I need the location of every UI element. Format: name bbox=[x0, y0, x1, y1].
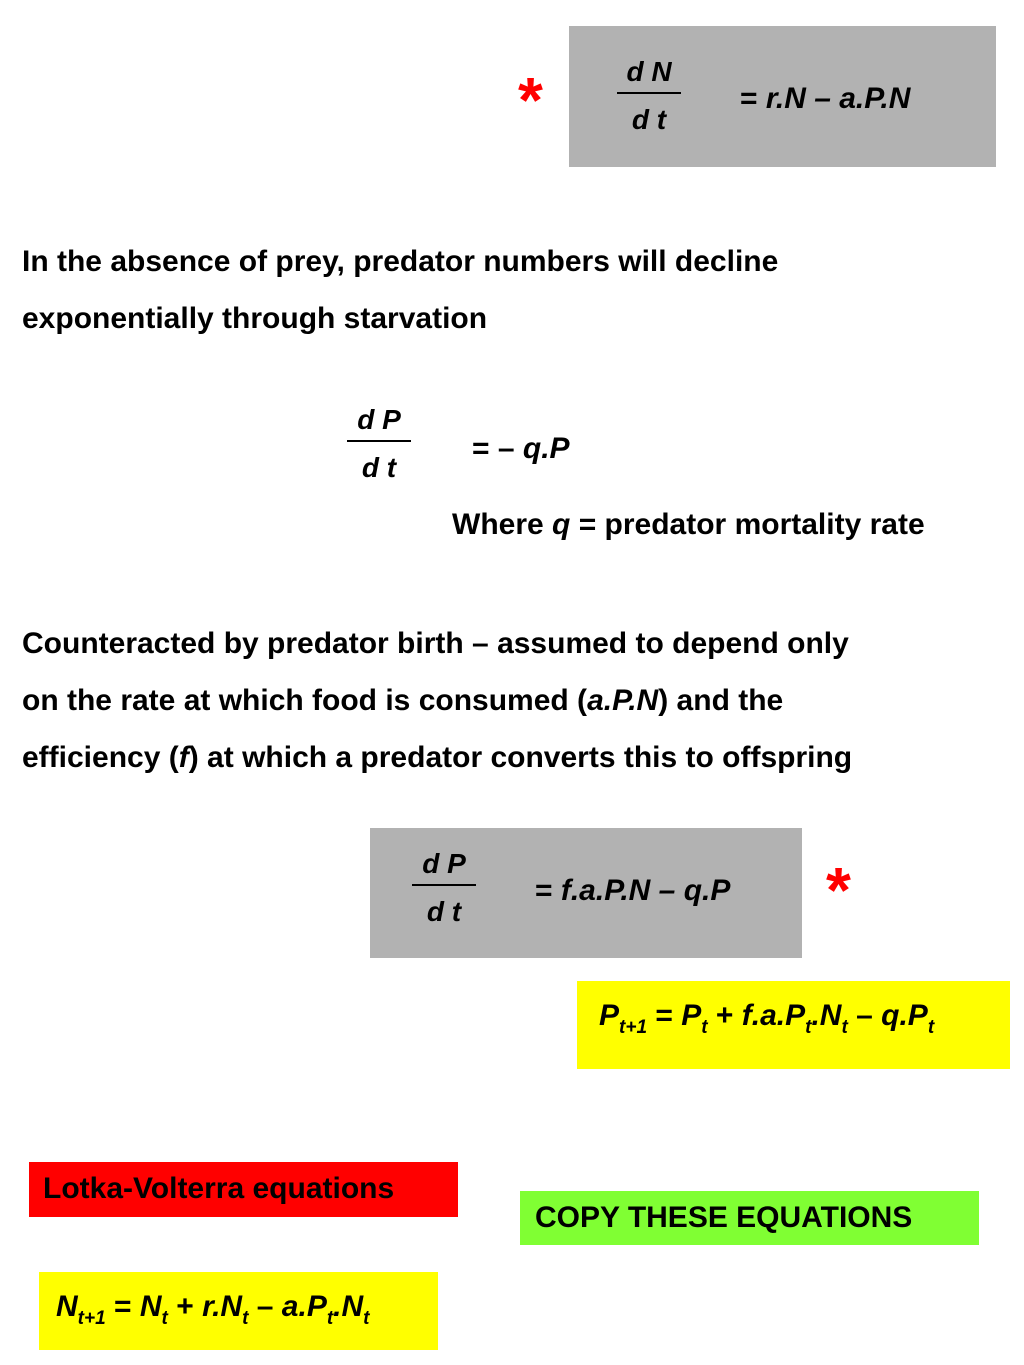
lotka-volterra-label: Lotka-Volterra equations bbox=[43, 1172, 395, 1205]
prey-discrete-equation: $N_{t+1} = N_t + r.N_t - a.P_t.N_t$ bbox=[56, 1290, 370, 1329]
fraction-denominator: d t bbox=[426, 896, 462, 927]
copy-equations-label: COPY THESE EQUATIONS bbox=[535, 1201, 913, 1234]
predator-discrete-equation-box bbox=[577, 981, 1010, 1069]
prey-derivative-fraction bbox=[617, 56, 681, 136]
fraction-denominator: d t bbox=[361, 452, 397, 483]
fraction-numerator: d P bbox=[357, 404, 401, 435]
paragraph-line: efficiency (f) at which a predator converts this to offspring bbox=[22, 741, 853, 774]
paragraph-line: exponentially through starvation bbox=[22, 302, 488, 335]
predator-decline-fraction bbox=[347, 404, 411, 484]
prey-discrete-equation-box bbox=[39, 1272, 438, 1350]
paragraph-predator-birth bbox=[22, 615, 852, 786]
paragraph-line: Counteracted by predator birth – assumed to depend only bbox=[22, 627, 849, 660]
fraction-denominator: d t bbox=[631, 104, 667, 135]
copy-equations-label-box bbox=[520, 1191, 979, 1245]
predator-discrete-equation: $P_{t+1} = P_t + f.a.P_t.N_t - q.P_t$ bbox=[599, 999, 935, 1038]
paragraph-line: In the absence of prey, predator numbers will decline bbox=[22, 245, 779, 278]
prey-equation-box bbox=[569, 26, 996, 167]
predator-derivative-fraction bbox=[412, 848, 476, 928]
fraction-numerator: d N bbox=[626, 56, 672, 87]
predator-equation-box bbox=[370, 828, 802, 958]
predator-equation-rhs: = f.a.P.N – q.P bbox=[535, 874, 731, 907]
fraction-numerator: d P bbox=[422, 848, 466, 879]
paragraph-line: on the rate at which food is consumed (a.P.N) and the bbox=[22, 684, 784, 717]
mortality-rate-note: Where q = predator mortality rate bbox=[452, 508, 925, 541]
prey-equation-asterisk: * bbox=[518, 64, 543, 136]
paragraph-prey-absence bbox=[22, 233, 778, 347]
predator-decline-rhs: = – q.P bbox=[472, 432, 570, 465]
lotka-volterra-label-box bbox=[29, 1162, 458, 1217]
prey-equation-rhs: = r.N – a.P.N bbox=[740, 82, 911, 115]
predator-equation-asterisk: * bbox=[826, 854, 851, 926]
